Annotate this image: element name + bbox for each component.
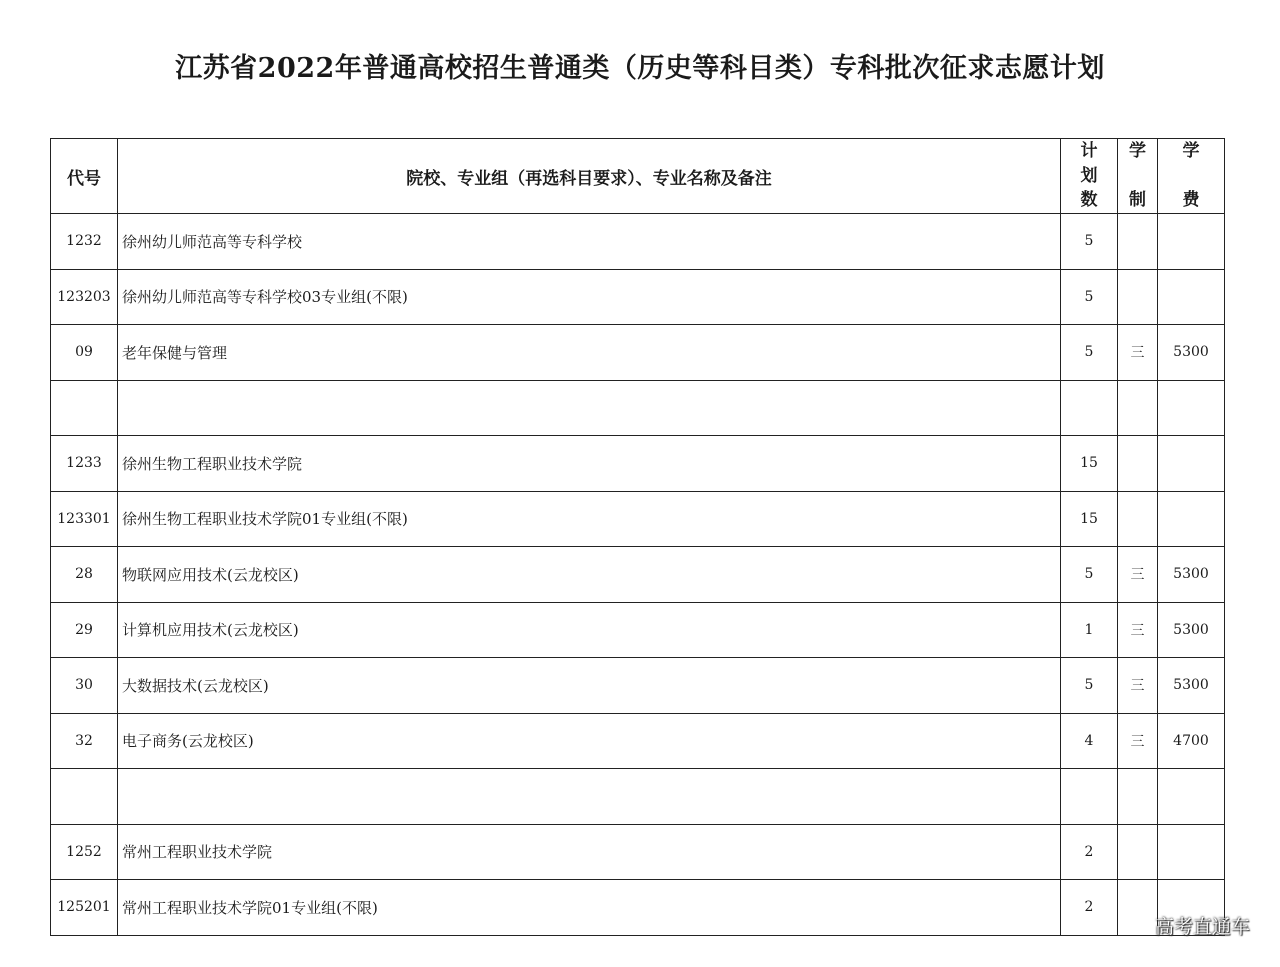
table-row <box>51 824 1225 880</box>
header-plan-char: 数 <box>1080 190 1098 210</box>
cell-fee <box>1158 214 1225 270</box>
header-code: 代号 <box>51 139 118 214</box>
header-name: 院校、专业组（再选科目要求）、专业名称及备注 <box>118 139 1061 214</box>
table-row <box>51 214 1225 270</box>
cell-fee <box>1158 436 1225 492</box>
cell-name: 徐州生物工程职业技术学院01专业组(不限) <box>118 491 1061 547</box>
header-plan <box>1061 139 1118 214</box>
header-duration <box>1118 139 1158 214</box>
cell-plan: 5 <box>1061 658 1118 714</box>
cell-duration <box>1118 380 1158 436</box>
cell-duration <box>1118 491 1158 547</box>
table-row <box>51 769 1225 825</box>
cell-fee <box>1158 769 1225 825</box>
cell-name: 常州工程职业技术学院01专业组(不限) <box>118 880 1061 936</box>
cell-name: 徐州生物工程职业技术学院 <box>118 436 1061 492</box>
cell-code: 09 <box>51 325 118 381</box>
cell-name: 大数据技术(云龙校区) <box>118 658 1061 714</box>
cell-plan: 5 <box>1061 214 1118 270</box>
cell-fee: 5300 <box>1158 602 1225 658</box>
cell-duration <box>1118 769 1158 825</box>
cell-duration: 三 <box>1118 325 1158 381</box>
cell-plan <box>1061 380 1118 436</box>
cell-code <box>51 380 118 436</box>
cell-duration: 三 <box>1118 658 1158 714</box>
cell-plan: 5 <box>1061 547 1118 603</box>
cell-duration <box>1118 880 1158 936</box>
cell-plan: 4 <box>1061 713 1118 769</box>
cell-plan: 15 <box>1061 491 1118 547</box>
cell-fee: 5300 <box>1158 325 1225 381</box>
cell-code: 123203 <box>51 269 118 325</box>
cell-code <box>51 769 118 825</box>
cell-name: 徐州幼儿师范高等专科学校03专业组(不限) <box>118 269 1061 325</box>
cell-duration <box>1118 269 1158 325</box>
table-row <box>51 325 1225 381</box>
table-row <box>51 658 1225 714</box>
cell-code: 1232 <box>51 214 118 270</box>
table-row <box>51 436 1225 492</box>
cell-duration: 三 <box>1118 713 1158 769</box>
cell-code: 1233 <box>51 436 118 492</box>
cell-name: 物联网应用技术(云龙校区) <box>118 547 1061 603</box>
table-header-row <box>51 139 1225 214</box>
cell-fee <box>1158 380 1225 436</box>
header-fee <box>1158 139 1225 214</box>
header-plan-char: 划 <box>1080 165 1098 186</box>
cell-plan: 5 <box>1061 269 1118 325</box>
cell-name: 老年保健与管理 <box>118 325 1061 381</box>
cell-code: 123301 <box>51 491 118 547</box>
table-row <box>51 491 1225 547</box>
cell-code: 28 <box>51 547 118 603</box>
cell-fee <box>1158 491 1225 547</box>
header-plan-char: 计 <box>1080 141 1098 161</box>
cell-duration <box>1118 214 1158 270</box>
cell-fee <box>1158 269 1225 325</box>
cell-plan <box>1061 769 1118 825</box>
cell-name: 电子商务(云龙校区) <box>118 713 1061 769</box>
cell-code: 125201 <box>51 880 118 936</box>
cell-fee: 4700 <box>1158 713 1225 769</box>
cell-name <box>118 769 1061 825</box>
header-duration-char: 学 <box>1129 141 1146 161</box>
table-row <box>51 602 1225 658</box>
cell-plan: 5 <box>1061 325 1118 381</box>
table-row <box>51 380 1225 436</box>
header-duration-char: 制 <box>1129 190 1146 210</box>
page-title: 江苏省2022年普通高校招生普通类（历史等科目类）专科批次征求志愿计划 <box>175 53 1105 84</box>
header-fee-char: 学 <box>1182 141 1200 161</box>
cell-plan: 15 <box>1061 436 1118 492</box>
cell-duration <box>1118 824 1158 880</box>
cell-code: 1252 <box>51 824 118 880</box>
cell-plan: 2 <box>1061 880 1118 936</box>
cell-duration <box>1118 436 1158 492</box>
cell-duration: 三 <box>1118 602 1158 658</box>
table-row <box>51 269 1225 325</box>
cell-name: 计算机应用技术(云龙校区) <box>118 602 1061 658</box>
cell-code: 30 <box>51 658 118 714</box>
table-row <box>51 713 1225 769</box>
cell-code: 32 <box>51 713 118 769</box>
watermark: 高考直通车 <box>1154 916 1250 938</box>
cell-fee <box>1158 824 1225 880</box>
cell-duration: 三 <box>1118 547 1158 603</box>
header-fee-char: 费 <box>1182 190 1200 210</box>
cell-plan: 2 <box>1061 824 1118 880</box>
table-row <box>51 880 1225 936</box>
cell-name: 常州工程职业技术学院 <box>118 824 1061 880</box>
cell-code: 29 <box>51 602 118 658</box>
cell-name: 徐州幼儿师范高等专科学校 <box>118 214 1061 270</box>
cell-name <box>118 380 1061 436</box>
cell-fee: 5300 <box>1158 547 1225 603</box>
enrollment-plan-table <box>50 138 1225 936</box>
cell-fee: 5300 <box>1158 658 1225 714</box>
cell-plan: 1 <box>1061 602 1118 658</box>
table-row <box>51 547 1225 603</box>
